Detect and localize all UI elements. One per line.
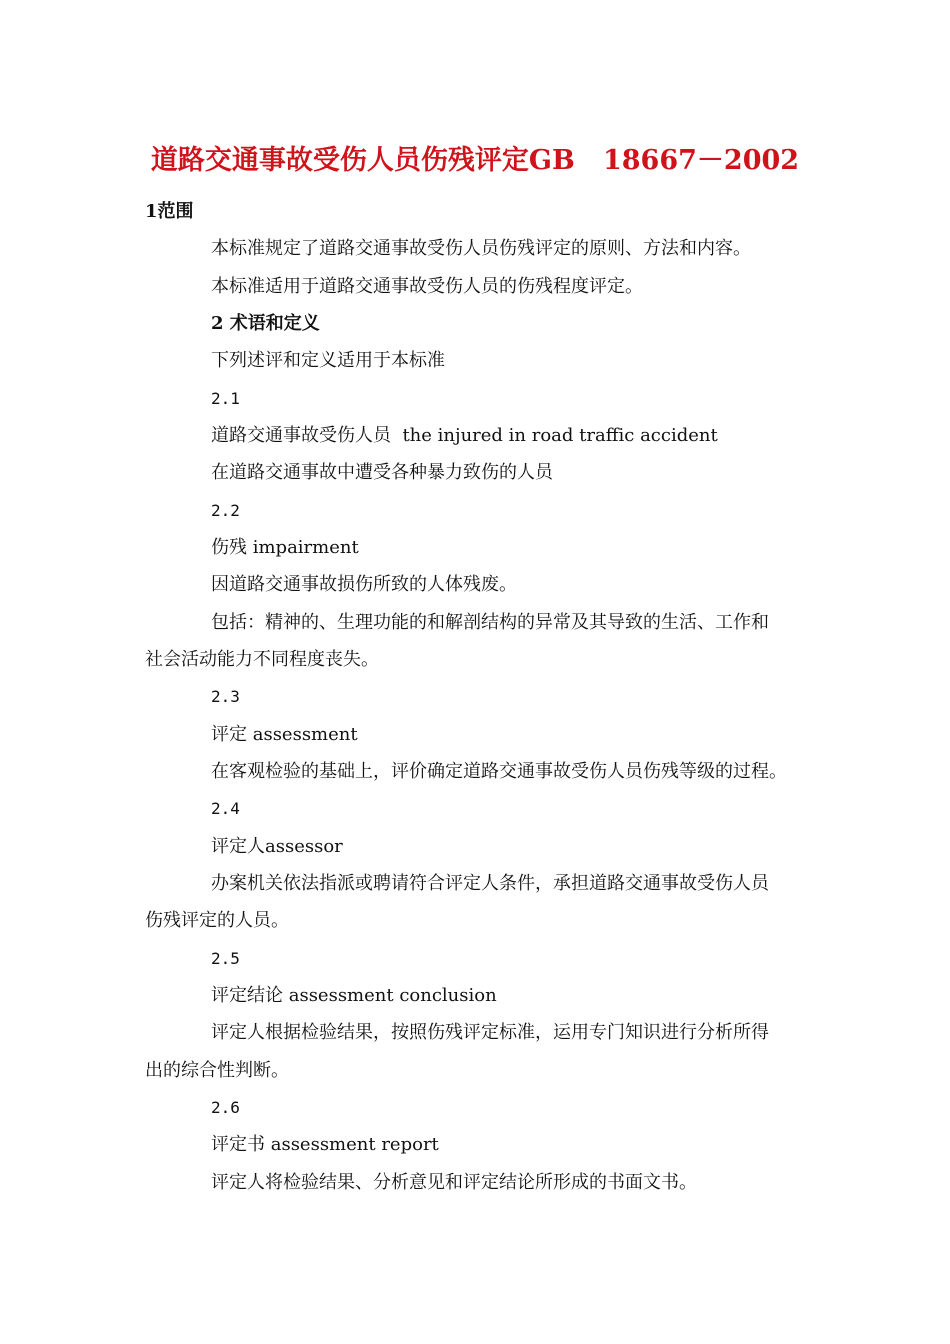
document-title: 道路交通事故受伤人员伤残评定GB 18667－2002 [150,145,800,176]
clause-number: 2.6 [211,1098,240,1117]
term-line: 评定人assessor [211,836,343,857]
term-line: 伤残 impairment [211,537,359,558]
paragraph: 下列述评和定义适用于本标准 [211,350,445,371]
section-heading-scope: 1范围 [145,201,194,222]
definition-line-continued: 出的综合性判断。 [145,1060,289,1081]
definition-line: 办案机关依法指派或聘请符合评定人条件，承担道路交通事故受伤人员 [211,873,769,894]
clause-number: 2.5 [211,949,240,968]
definition-line: 在道路交通事故中遭受各种暴力致伤的人员 [211,462,553,483]
definition-line: 在客观检验的基础上，评价确定道路交通事故受伤人员伤残等级的过程。 [211,761,787,782]
paragraph: 本标准规定了道路交通事故受伤人员伤残评定的原则、方法和内容。 [211,238,751,259]
definition-line: 包括：精神的、生理功能的和解剖结构的异常及其导致的生活、工作和 [211,612,769,633]
clause-number: 2.4 [211,799,240,818]
paragraph: 本标准适用于道路交通事故受伤人员的伤残程度评定。 [211,276,643,297]
definition-line-continued: 伤残评定的人员。 [145,910,289,931]
section-heading-terms: 2 术语和定义 [211,313,320,334]
clause-number: 2.2 [211,501,240,520]
definition-line: 因道路交通事故损伤所致的人体残废。 [211,574,517,595]
clause-number: 2.1 [211,389,240,408]
term-line: 评定书 assessment report [211,1134,439,1155]
definition-line-continued: 社会活动能力不同程度丧失。 [145,649,379,670]
term-line: 评定 assessment [211,724,358,745]
definition-line: 评定人根据检验结果，按照伤残评定标准，运用专门知识进行分析所得 [211,1022,769,1043]
term-line: 评定结论 assessment conclusion [211,985,497,1006]
clause-number: 2.3 [211,687,240,706]
definition-line: 评定人将检验结果、分析意见和评定结论所形成的书面文书。 [211,1172,697,1193]
term-line: 道路交通事故受伤人员 the injured in road traffic accident [211,425,718,446]
